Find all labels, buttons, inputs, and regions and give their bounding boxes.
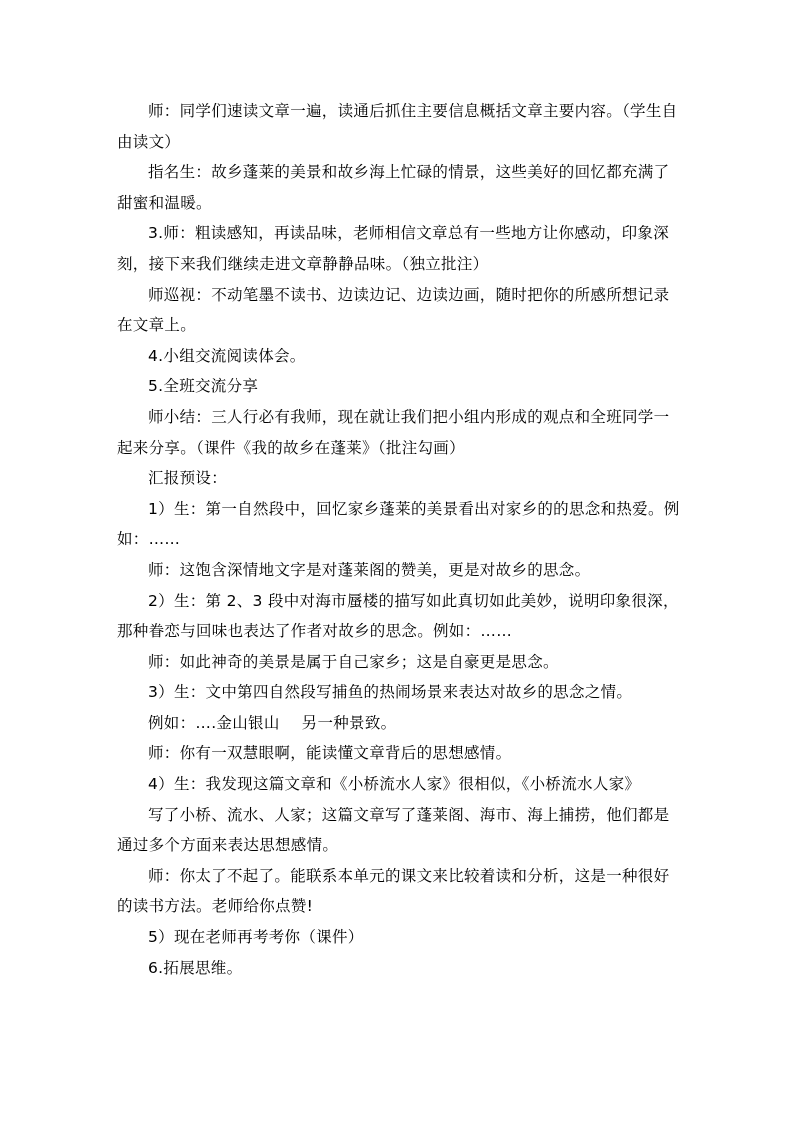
paragraph-step-3: 3.师：粗读感知，再读品味，老师相信文章总有一些地方让你感动，印象深刻，接下来我们继续走进文章静静品味。（独立批注） <box>117 224 669 273</box>
paragraph-student-3: 3）生：文中第四自然段写捕鱼的热闹场景来表达对故乡的思念之情。 <box>148 683 633 702</box>
document-body <box>117 96 680 983</box>
paragraph-student-1: 1）生：第一自然段中，回忆家乡蓬莱的美景看出对家乡的的思念和热爱。例如：…… <box>117 499 680 549</box>
paragraph-teacher-reply-4: 师：你太了不起了。能联系本单元的课文来比较着读和分析，这是一种很好的读书方法。老师给你点赞! <box>117 866 670 916</box>
paragraph-teacher-conclusion: 师小结：三人行必有我师，现在就让我们把小组内形成的观点和全班同学一起来分享。（课件《我的故乡在蓬莱》（批注勾画） <box>117 407 670 457</box>
paragraph-step-4: 4.小组交流阅读体会。 <box>148 346 306 365</box>
paragraph-teacher-reply-1: 师：这饱含深情地文字是对蓬莱阁的赞美，更是对故乡的思念。 <box>148 560 591 579</box>
paragraph-step-5-quiz: 5）现在老师再考考你（课件） <box>148 928 364 947</box>
paragraph-teacher-patrol: 师巡视：不动笔墨不读书、边读边记、边读边画，随时把你的所感所想记录在文章上。 <box>117 285 670 335</box>
example-text-part-1: 例如：….金山银山 <box>148 713 280 732</box>
paragraph-teacher-reply-3: 师：你有一双慧眼啊，能读懂文章背后的思想感情。 <box>148 744 512 763</box>
paragraph-teacher-instruction: 师：同学们速读文章一遍，读通后抓住主要信息概括文章主要内容。（学生自由读文） <box>117 102 678 151</box>
paragraph-student-summary: 指名生：故乡蓬莱的美景和故乡海上忙碌的情景，这些美好的回忆都充满了甜蜜和温暖。 <box>117 163 670 212</box>
example-text-part-2: 另一种景致。 <box>301 713 397 732</box>
paragraph-student-4: 4）生：我发现这篇文章和《小桥流水人家》很相似，《小桥流水人家》 <box>148 775 641 794</box>
paragraph-student-4-continued: 写了小桥、流水、人家；这篇文章写了蓬莱阁、海市、海上捕捞，他们都是通过多个方面来表达思想感情。 <box>117 805 670 855</box>
paragraph-report-preset: 汇报预设： <box>148 469 228 488</box>
paragraph-step-5: 5.全班交流分享 <box>148 377 259 396</box>
paragraph-example-3 <box>117 708 680 739</box>
paragraph-step-6: 6.拓展思维。 <box>148 958 243 977</box>
paragraph-teacher-reply-2: 师：如此神奇的美景是属于自己家乡；这是自豪更是思念。 <box>148 652 559 671</box>
paragraph-student-2: 2）生：第 2、3 段中对海市蜃楼的描写如此真切如此美妙，说明印象很深，那种眷恋与回味也表达了作者对故乡的思念。例如：…… <box>117 591 679 641</box>
